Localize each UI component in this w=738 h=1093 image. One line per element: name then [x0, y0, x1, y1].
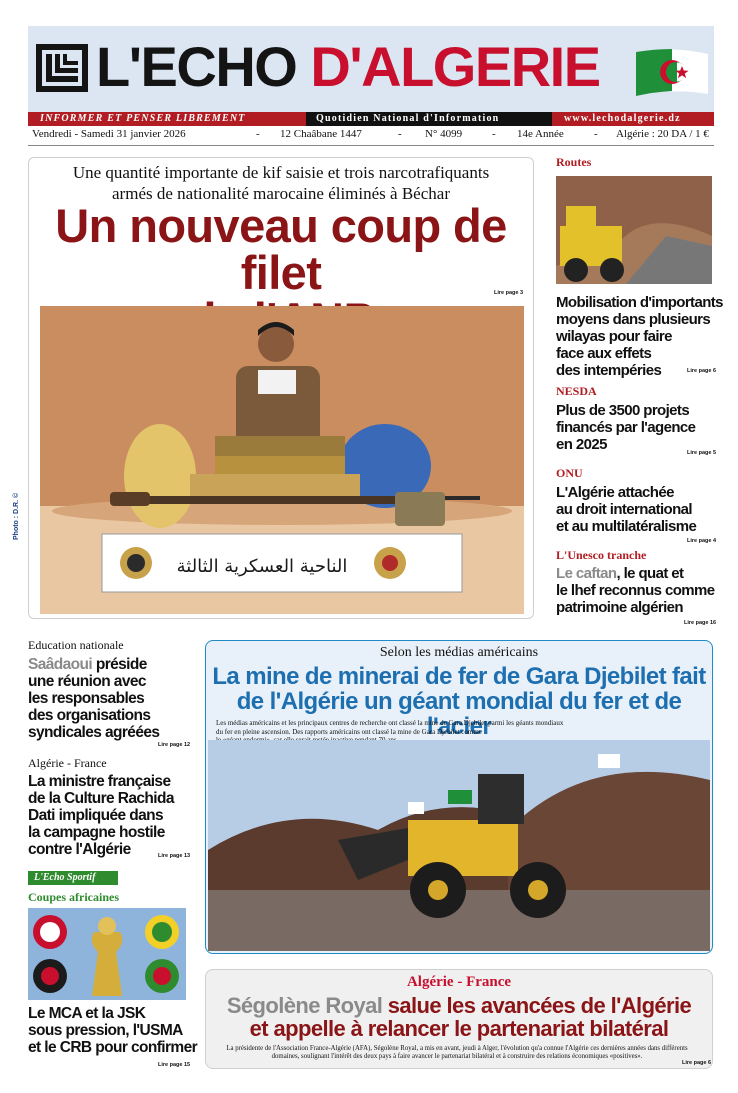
headline-line: financés par l'agence	[556, 419, 696, 436]
category-unesco: L'Unesco tranche	[556, 548, 647, 562]
body-line: La présidente de l'Association France-Algérie (AFA), Ségolène Royal, a mis en avant, jeudi à Alger, l'évolution qu'a connue l'Algérie ces dernières années dans différents	[226, 1045, 688, 1052]
headline-line: syndicales agréées	[28, 724, 160, 741]
headline-line: Plus de 3500 projets	[556, 402, 690, 419]
headline-line: sous pression, l'USMA	[28, 1022, 183, 1039]
headline-line: L'Algérie attachée	[556, 484, 674, 501]
body-line: Les médias américains et les principaux centres de recherche ont classé la mine de Gara Djebilet parmi les géants mondiaux	[216, 719, 564, 727]
newspaper-name	[96, 34, 600, 100]
newspaper-logo-icon	[34, 42, 90, 94]
lead-read-more[interactable]: Lire page 3	[494, 290, 524, 296]
photo-credit: Photo : D.R. ©	[13, 492, 20, 540]
lead-kicker-line: armés de nationalité marocaine éliminés à Béchar	[112, 184, 450, 203]
dateline-separator: -	[398, 128, 402, 140]
headline-line: des organisations	[28, 707, 151, 724]
headline-line: contre l'Algérie	[28, 841, 131, 858]
dateline-separator: -	[492, 128, 496, 140]
category-coupes-africaines: Coupes africaines	[28, 890, 119, 904]
unesco-read-more[interactable]: Lire page 16	[684, 620, 717, 626]
sport-photo	[28, 908, 186, 1000]
headline-line: les responsables	[28, 690, 145, 707]
onu-headline[interactable]	[556, 484, 696, 535]
dateline-issue: N° 4099	[425, 128, 463, 140]
algerian-flag-icon	[632, 44, 712, 100]
photo-banner-text: الناحية العسكرية الثالثة	[176, 556, 348, 577]
headline-line: et au multilatéralisme	[556, 518, 697, 535]
mine-photo	[208, 740, 710, 951]
headline-line: le lhef reconnus comme	[556, 582, 715, 599]
headline-line: Le MCA et la JSK	[28, 1005, 146, 1022]
headline-line: moyens dans plusieurs	[556, 311, 711, 328]
royal-read-more[interactable]: Lire page 6	[682, 1060, 712, 1066]
category-algerie-france: Algérie - France	[28, 756, 107, 770]
masthead-website[interactable]: www.lechodalgerie.dz	[564, 113, 681, 124]
headline-line: , le quat et	[616, 565, 684, 582]
lead-kicker-line: Une quantité importante de kif saisie et trois narcotrafiquants	[72, 163, 490, 182]
dateline-date: Vendredi - Samedi 31 janvier 2026	[32, 128, 186, 140]
masthead-motto: INFORMER ET PENSER LIBREMENT	[40, 113, 246, 124]
headline-highlight: Saâdaoui	[28, 656, 93, 673]
headline-line: de la Culture Rachida	[28, 790, 174, 807]
royal-body	[222, 1045, 692, 1061]
headline-line: Mobilisation d'importants	[556, 294, 723, 311]
dati-read-more[interactable]: Lire page 13	[158, 853, 191, 859]
mine-kicker: Selon les médias américains	[379, 645, 539, 660]
routes-photo	[556, 176, 712, 284]
dateline-hijri: 12 Chaâbane 1447	[280, 128, 362, 140]
sport-section-badge: L'Echo Sportif	[28, 871, 118, 885]
headline-line: et le CRB pour confirmer	[28, 1039, 198, 1056]
headline-line: en 2025	[556, 436, 607, 453]
dateline-price: Algérie : 20 DA / 1 €	[616, 128, 709, 140]
masthead-strip-middle	[306, 112, 552, 126]
category-nesda: NESDA	[556, 384, 597, 398]
headline-line: une réunion avec	[28, 673, 146, 690]
headline-line: patrimoine algérien	[556, 599, 683, 616]
royal-kicker: Algérie - France	[406, 974, 512, 990]
lead-headline-line: Un nouveau coup de filet	[55, 199, 507, 299]
nesda-read-more[interactable]: Lire page 5	[687, 450, 717, 456]
nesda-headline[interactable]	[556, 402, 695, 453]
education-read-more[interactable]: Lire page 12	[158, 742, 191, 748]
routes-headline[interactable]	[556, 294, 723, 379]
headline-line: et appelle à relancer le partenariat bilatéral	[249, 1016, 669, 1041]
masthead-subtitle: Quotidien National d'Information	[316, 113, 500, 124]
sport-headline[interactable]	[28, 1005, 197, 1056]
category-onu: ONU	[556, 466, 583, 480]
masthead-strip	[28, 112, 714, 126]
headline-line: la campagne hostile	[28, 824, 165, 841]
education-headline[interactable]	[28, 656, 159, 741]
dateline-separator: -	[256, 128, 260, 140]
dateline-year: 14e Année	[517, 128, 564, 140]
headline-highlight: Le caftan	[556, 565, 617, 582]
dateline	[28, 128, 714, 143]
headline-line: préside	[92, 656, 147, 673]
lead-photo	[40, 306, 524, 614]
headline-line: de l'Algérie un géant mondial du fer et de l'acier	[236, 688, 682, 740]
lead-kicker	[34, 162, 528, 204]
category-education: Education nationale	[28, 638, 124, 652]
royal-headline[interactable]	[210, 994, 708, 1040]
routes-read-more[interactable]: Lire page 6	[687, 368, 717, 374]
header-rule	[28, 145, 714, 146]
newspaper-name-part2: D'ALGERIE	[310, 35, 600, 98]
headline-line: salue les avancées de l'Algérie	[382, 993, 692, 1018]
headline-line: des intempéries	[556, 362, 662, 379]
body-line: domaines, soulignant l'intérêt des deux pays à faire avancer le partenariat bilatéral et à construire des relations économiques «positives».	[271, 1053, 643, 1060]
onu-read-more[interactable]: Lire page 4	[687, 538, 717, 544]
unesco-headline[interactable]	[556, 565, 715, 616]
headline-line: au droit international	[556, 501, 692, 518]
headline-line: La ministre française	[28, 773, 171, 790]
dateline-separator: -	[594, 128, 598, 140]
headline-line: face aux effets	[556, 345, 652, 362]
body-line: du fer en pleine ascension. Des rapports américains ont classé la mine de Gara Djebilet comme	[216, 727, 482, 736]
headline-line: La mine de minerai de fer de Gara Djebilet fait	[212, 663, 706, 690]
category-routes: Routes	[556, 155, 592, 169]
dati-headline[interactable]	[28, 773, 174, 858]
sport-read-more[interactable]: Lire page 15	[158, 1062, 191, 1068]
headline-line: Dati impliquée dans	[28, 807, 164, 824]
newspaper-name-part1: L'ECHO	[96, 35, 297, 98]
headline-highlight: Ségolène Royal	[226, 993, 383, 1018]
headline-line: wilayas pour faire	[556, 328, 672, 345]
